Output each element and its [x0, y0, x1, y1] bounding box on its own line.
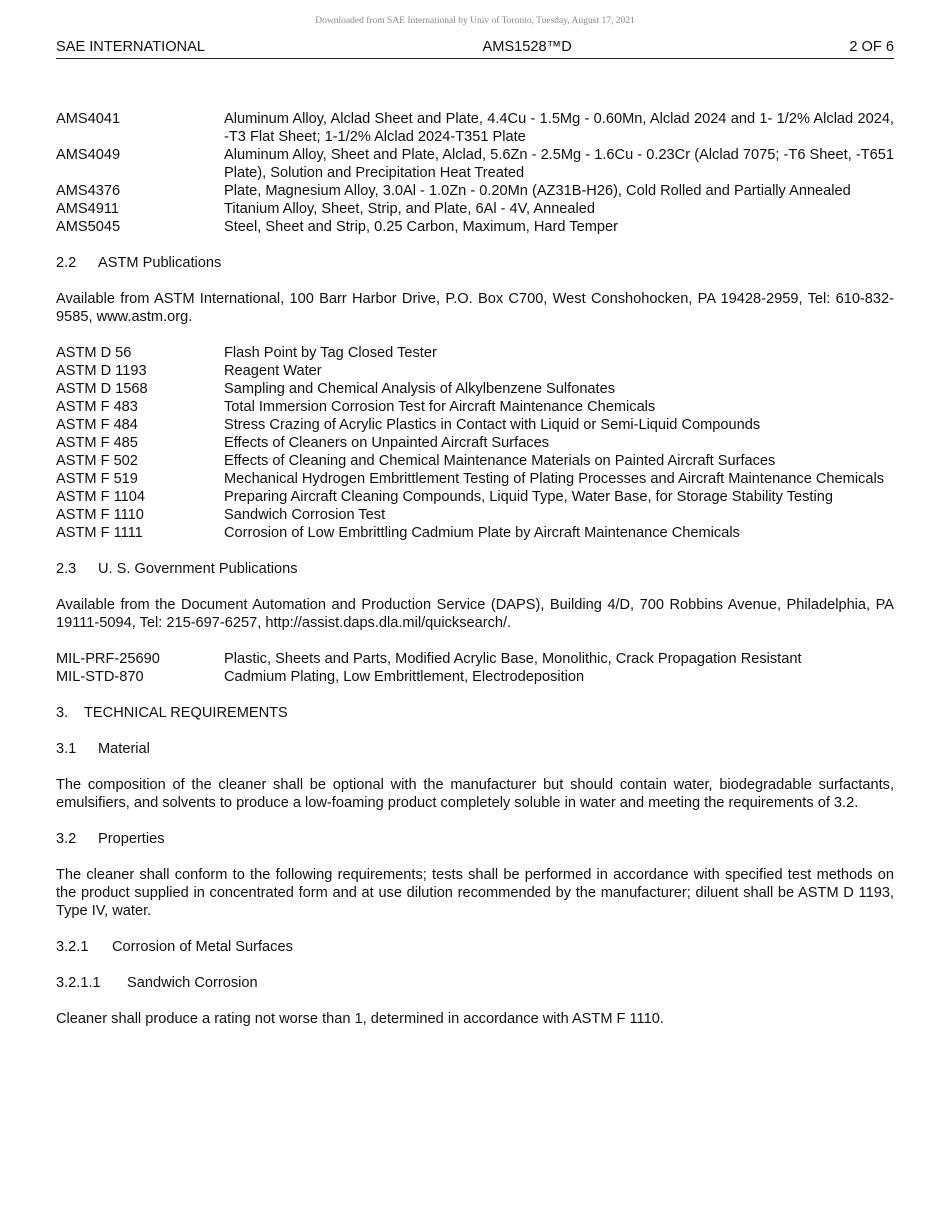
- daps-availability-paragraph: Available from the Document Automation and Production Service (DAPS), Building 4/D, 700 Robbins Avenue, Philadelphia, PA 19111-5094, Tel: 215-697-6257, http://assist.daps.dla.mil/quicksearch/.: [56, 597, 894, 631]
- reference-code: ASTM D 1568: [56, 381, 148, 397]
- document-body: [56, 110, 894, 1028]
- properties-paragraph: The cleaner shall conform to the following requirements; tests shall be performed in accordance with specified test methods on the product supplied in concentrated form and at use dilution recommended by the manufacturer; diluent shall be ASTM D 1193, Type IV, water.: [56, 867, 894, 919]
- section-3-2-heading: [56, 830, 894, 848]
- reference-title: Plate, Magnesium Alloy, 3.0Al - 1.0Zn - 0.20Mn (AZ31B-H26), Cold Rolled and Partially Annealed: [224, 183, 851, 199]
- reference-row: [56, 488, 894, 506]
- reference-row: [56, 668, 894, 686]
- reference-code: AMS5045: [56, 219, 121, 235]
- section-number: 2.3: [56, 561, 77, 577]
- reference-code: ASTM F 1111: [56, 525, 143, 541]
- reference-row: [56, 110, 894, 146]
- section-title: TECHNICAL REQUIREMENTS: [84, 705, 288, 721]
- reference-code: ASTM F 1110: [56, 507, 144, 523]
- section-number: 3.: [56, 705, 69, 721]
- reference-title: Preparing Aircraft Cleaning Compounds, Liquid Type, Water Base, for Storage Stability Testing: [224, 489, 833, 505]
- reference-code: ASTM F 519: [56, 471, 138, 487]
- section-3-2-1-1-heading: [56, 974, 894, 992]
- reference-row: [56, 362, 894, 380]
- section-title: U. S. Government Publications: [98, 561, 298, 577]
- section-number: 2.2: [56, 255, 77, 271]
- government-reference-list: [56, 650, 894, 686]
- reference-code: ASTM F 1104: [56, 489, 145, 505]
- section-2-2-heading: [56, 254, 894, 272]
- reference-row: [56, 146, 894, 182]
- reference-title: Sandwich Corrosion Test: [224, 507, 386, 523]
- reference-code: MIL-PRF-25690: [56, 651, 160, 667]
- reference-row: [56, 434, 894, 452]
- reference-code: AMS4041: [56, 111, 121, 127]
- reference-code: ASTM D 1193: [56, 363, 147, 379]
- reference-code: AMS4049: [56, 147, 121, 163]
- sandwich-corrosion-paragraph: Cleaner shall produce a rating not worse than 1, determined in accordance with ASTM F 1110.: [56, 1011, 664, 1027]
- reference-title: Corrosion of Low Embrittling Cadmium Plate by Aircraft Maintenance Chemicals: [224, 525, 740, 541]
- section-title: Corrosion of Metal Surfaces: [112, 939, 293, 955]
- header-page-number: 2 OF 6: [849, 39, 894, 55]
- reference-title: Reagent Water: [224, 363, 322, 379]
- reference-row: [56, 344, 894, 362]
- reference-row: [56, 416, 894, 434]
- reference-title: Sampling and Chemical Analysis of Alkylbenzene Sulfonates: [224, 381, 616, 397]
- page-header: [56, 38, 894, 59]
- section-3-1-heading: [56, 740, 894, 758]
- reference-code: ASTM D 56: [56, 345, 132, 361]
- section-2-3-heading: [56, 560, 894, 578]
- section-title: Properties: [98, 831, 165, 847]
- section-number: 3.2: [56, 831, 77, 847]
- reference-code: AMS4376: [56, 183, 121, 199]
- header-organization: SAE INTERNATIONAL: [56, 39, 205, 55]
- reference-code: AMS4911: [56, 201, 120, 217]
- reference-title: Aluminum Alloy, Alclad Sheet and Plate, 4.4Cu - 1.5Mg - 0.60Mn, Alclad 2024 and 1- 1/2% Alclad 2024, -T3 Flat Sheet; 1-1/2% Alclad 2024-T351 Plate: [224, 111, 894, 145]
- reference-code: MIL-STD-870: [56, 669, 144, 685]
- reference-row: [56, 218, 894, 236]
- section-title: Sandwich Corrosion: [127, 975, 258, 991]
- reference-title: Mechanical Hydrogen Embrittlement Testing of Plating Processes and Aircraft Maintenance Chemicals: [224, 471, 885, 487]
- reference-code: ASTM F 485: [56, 435, 138, 451]
- section-number: 3.2.1.1: [56, 975, 101, 991]
- section-title: Material: [98, 741, 150, 757]
- reference-title: Cadmium Plating, Low Embrittlement, Electrodeposition: [224, 669, 585, 685]
- section-3-2-1-heading: [56, 938, 894, 956]
- reference-title: Flash Point by Tag Closed Tester: [224, 345, 437, 361]
- reference-row: [56, 200, 894, 218]
- reference-code: ASTM F 502: [56, 453, 138, 469]
- reference-row: [56, 650, 894, 668]
- astm-reference-list: [56, 344, 894, 542]
- reference-row: [56, 524, 894, 542]
- reference-title: Effects of Cleaning and Chemical Maintenance Materials on Painted Aircraft Surfaces: [224, 453, 776, 469]
- section-number: 3.1: [56, 741, 77, 757]
- reference-title: Aluminum Alloy, Sheet and Plate, Alclad, 5.6Zn - 2.5Mg - 1.6Cu - 0.23Cr (Alclad 7075; -T6 Sheet, -T651 Plate), Solution and Precipitation Heat Treated: [224, 147, 894, 181]
- astm-availability-paragraph: Available from ASTM International, 100 Barr Harbor Drive, P.O. Box C700, West Conshohocken, PA 19428-2959, Tel: 610-832-9585, www.astm.org.: [56, 291, 894, 325]
- reference-row: [56, 380, 894, 398]
- download-watermark: Downloaded from SAE International by Univ of Toronto, Tuesday, August 17, 2021: [315, 16, 635, 26]
- reference-row: [56, 398, 894, 416]
- section-3-heading: [56, 704, 894, 722]
- reference-code: ASTM F 483: [56, 399, 138, 415]
- reference-title: Titanium Alloy, Sheet, Strip, and Plate, 6Al - 4V, Annealed: [224, 201, 596, 217]
- reference-row: [56, 182, 894, 200]
- reference-title: Plastic, Sheets and Parts, Modified Acrylic Base, Monolithic, Crack Propagation Resistant: [224, 651, 802, 667]
- material-paragraph: The composition of the cleaner shall be optional with the manufacturer but should contain water, biodegradable surfactants, emulsifiers, and solvents to produce a low-foaming product completely soluble in water and meeting the requirements of 3.2.: [56, 777, 894, 811]
- reference-title: Steel, Sheet and Strip, 0.25 Carbon, Maximum, Hard Temper: [224, 219, 618, 235]
- section-title: ASTM Publications: [98, 255, 222, 271]
- section-number: 3.2.1: [56, 939, 89, 955]
- reference-title: Total Immersion Corrosion Test for Aircraft Maintenance Chemicals: [224, 399, 656, 415]
- reference-row: [56, 506, 894, 524]
- reference-row: [56, 470, 894, 488]
- header-document-id: AMS1528™D: [482, 39, 572, 55]
- reference-title: Stress Crazing of Acrylic Plastics in Contact with Liquid or Semi-Liquid Compounds: [224, 417, 761, 433]
- ams-reference-list: [56, 110, 894, 236]
- reference-code: ASTM F 484: [56, 417, 138, 433]
- reference-title: Effects of Cleaners on Unpainted Aircraft Surfaces: [224, 435, 550, 451]
- reference-row: [56, 452, 894, 470]
